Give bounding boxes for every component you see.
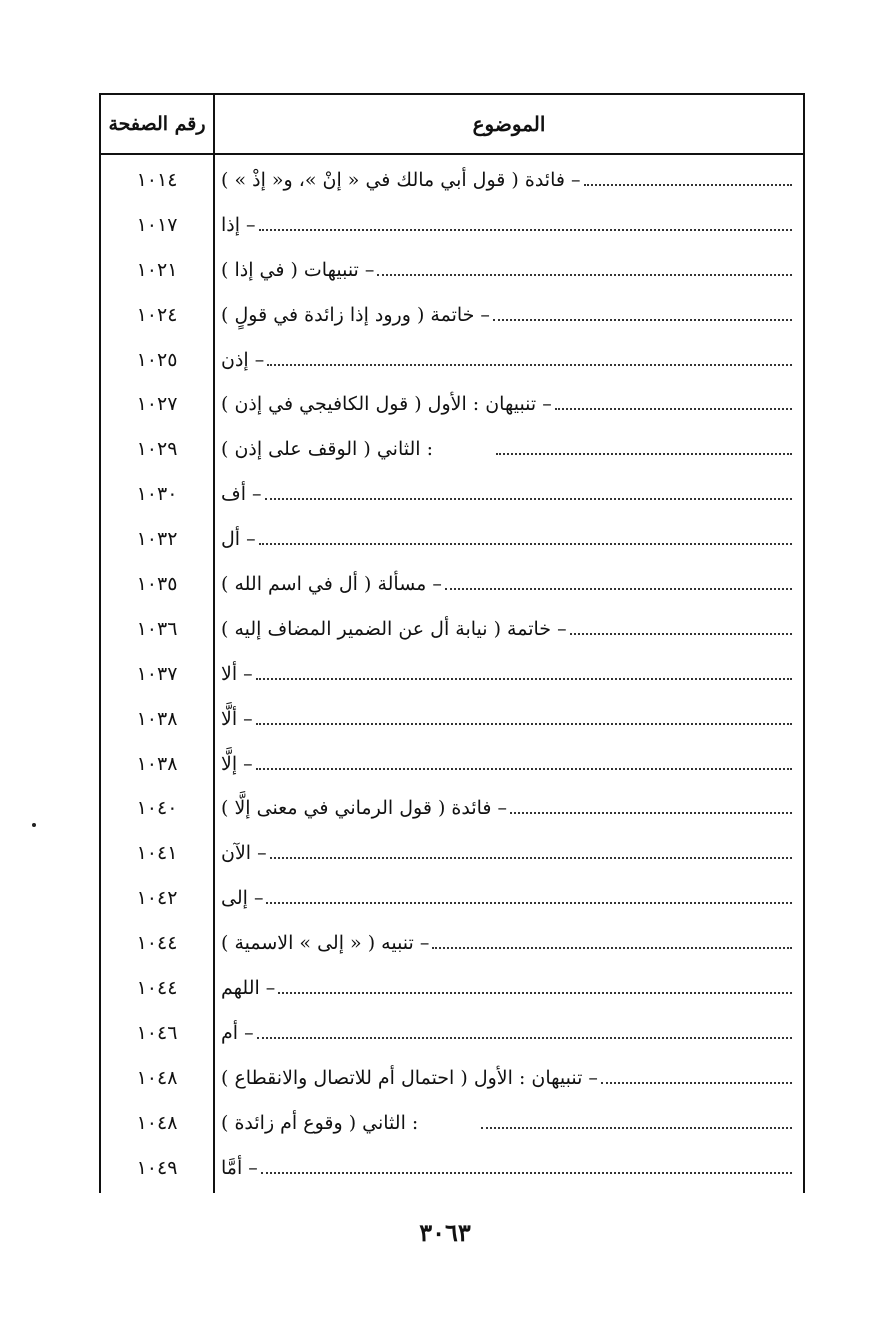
dot-leader	[256, 678, 792, 680]
toc-page-number: ١٠١٧	[136, 213, 178, 236]
dot-leader	[432, 947, 792, 949]
toc-topic: – خاتمة ( ورود إذا زائدة في قولٍ )	[221, 303, 490, 326]
toc-topic: – تنبيهات ( في إذا )	[221, 258, 375, 281]
toc-page-number: ١٠٢٥	[136, 348, 178, 371]
toc-topic: – خاتمة ( نيابة أل عن الضمير المضاف إليه )	[221, 617, 567, 640]
topic-column-header: الموضوع	[472, 112, 546, 136]
toc-row	[101, 559, 803, 604]
toc-row	[101, 245, 803, 290]
toc-topic: – إلَّا	[221, 752, 253, 775]
toc-page-number: ١٠٣٨	[136, 752, 178, 775]
toc-row	[101, 469, 803, 514]
toc-row	[101, 424, 803, 469]
toc-topic: – تنبيهان : الأول ( احتمال أم للاتصال والانقطاع )	[221, 1066, 598, 1089]
dot-leader	[481, 1127, 792, 1129]
toc-page-number: ١٠٢٤	[136, 303, 178, 326]
toc-row	[101, 1008, 803, 1053]
stray-ink-dot	[32, 823, 36, 827]
dot-leader	[584, 184, 793, 186]
toc-page-number: ١٠٣٨	[136, 707, 178, 730]
toc-row	[101, 200, 803, 245]
dot-leader	[259, 543, 792, 545]
page-number-footer: ٣٠٦٣	[419, 1218, 471, 1247]
toc-topic: – فائدة ( قول الرماني في معنى إلَّا )	[221, 797, 508, 820]
dot-leader	[267, 364, 792, 366]
toc-row	[101, 739, 803, 784]
toc-topic: – إذا	[221, 213, 256, 236]
toc-page-number: ١٠٤٢	[136, 887, 178, 910]
toc-topic: – أمَّا	[221, 1156, 258, 1179]
toc-topic: – أف	[221, 483, 262, 506]
dot-leader	[270, 857, 792, 859]
toc-header	[101, 95, 803, 155]
toc-row	[101, 918, 803, 963]
toc-page-number: ١٠١٤	[136, 169, 178, 191]
toc-topic: – أم	[221, 1021, 254, 1044]
toc-page-number: ١٠٣٠	[136, 483, 178, 506]
toc-page-number: ١٠٣٥	[136, 573, 178, 596]
toc-page-number: ١٠٣٢	[136, 528, 178, 551]
dot-leader	[493, 319, 792, 321]
toc-row	[101, 379, 803, 424]
toc-topic: – تنبيه ( « إلى » الاسمية )	[221, 932, 430, 955]
toc-row	[101, 873, 803, 918]
toc-table	[99, 93, 805, 1193]
dot-leader	[257, 1037, 792, 1039]
toc-row	[101, 1098, 803, 1143]
toc-rows	[101, 155, 803, 1187]
toc-page-number: ١٠٤٦	[136, 1021, 178, 1044]
toc-page-number: ١٠٤٨	[136, 1111, 178, 1134]
dot-leader	[265, 498, 792, 500]
page-column-header: رقم الصفحة	[108, 113, 206, 135]
dot-leader	[256, 768, 792, 770]
toc-topic: – أل	[221, 528, 256, 551]
dot-leader	[555, 408, 792, 410]
toc-topic: – تنبيهان : الأول ( قول الكافيجي في إذن )	[221, 393, 552, 416]
toc-row	[101, 694, 803, 739]
toc-page-number: ١٠٤٤	[136, 977, 178, 1000]
toc-page-number: ١٠٤٠	[136, 797, 178, 820]
dot-leader	[601, 1082, 792, 1084]
toc-page-number: ١٠٢٧	[136, 393, 178, 416]
toc-row	[101, 1053, 803, 1098]
dot-leader	[266, 902, 792, 904]
toc-page-number: ١٠٤١	[136, 842, 178, 865]
toc-page-number: ١٠٢١	[136, 258, 178, 281]
toc-page-number: ١٠٣٧	[136, 662, 178, 685]
toc-row	[101, 335, 803, 380]
toc-topic: – مسألة ( أل في اسم الله )	[221, 573, 442, 596]
dot-leader	[278, 992, 792, 994]
toc-page-number: ١٠٢٩	[136, 438, 178, 461]
toc-topic: – ألا	[221, 662, 253, 685]
dot-leader	[259, 229, 792, 231]
toc-topic: – ألَّا	[221, 707, 253, 730]
toc-row	[101, 604, 803, 649]
toc-row	[101, 963, 803, 1008]
toc-page-number: ١٠٤٨	[136, 1066, 178, 1089]
toc-row	[101, 155, 803, 200]
toc-row	[101, 1143, 803, 1188]
toc-topic: – فائدة ( قول أبي مالك في « إنْ »، و« إذْ » )	[221, 169, 581, 191]
dot-leader	[256, 723, 792, 725]
toc-topic: – اللهم	[221, 977, 276, 1000]
dot-leader	[261, 1172, 792, 1174]
toc-topic: : الثاني ( وقوع أم زائدة )	[221, 1111, 419, 1134]
toc-row	[101, 514, 803, 559]
toc-row	[101, 783, 803, 828]
toc-page-number: ١٠٤٩	[136, 1156, 178, 1179]
toc-page-number: ١٠٤٤	[136, 932, 178, 955]
toc-topic: : الثاني ( الوقف على إذن )	[221, 438, 433, 461]
dot-leader	[510, 812, 792, 814]
toc-page-number: ١٠٣٦	[136, 617, 178, 640]
toc-row	[101, 649, 803, 694]
dot-leader	[377, 274, 792, 276]
dot-leader	[496, 453, 792, 455]
toc-topic: – إلى	[221, 887, 264, 910]
toc-row	[101, 828, 803, 873]
dot-leader	[570, 633, 792, 635]
dot-leader	[445, 588, 792, 590]
toc-topic: – إذن	[221, 348, 265, 371]
toc-topic: – الآن	[221, 842, 267, 865]
toc-row	[101, 290, 803, 335]
